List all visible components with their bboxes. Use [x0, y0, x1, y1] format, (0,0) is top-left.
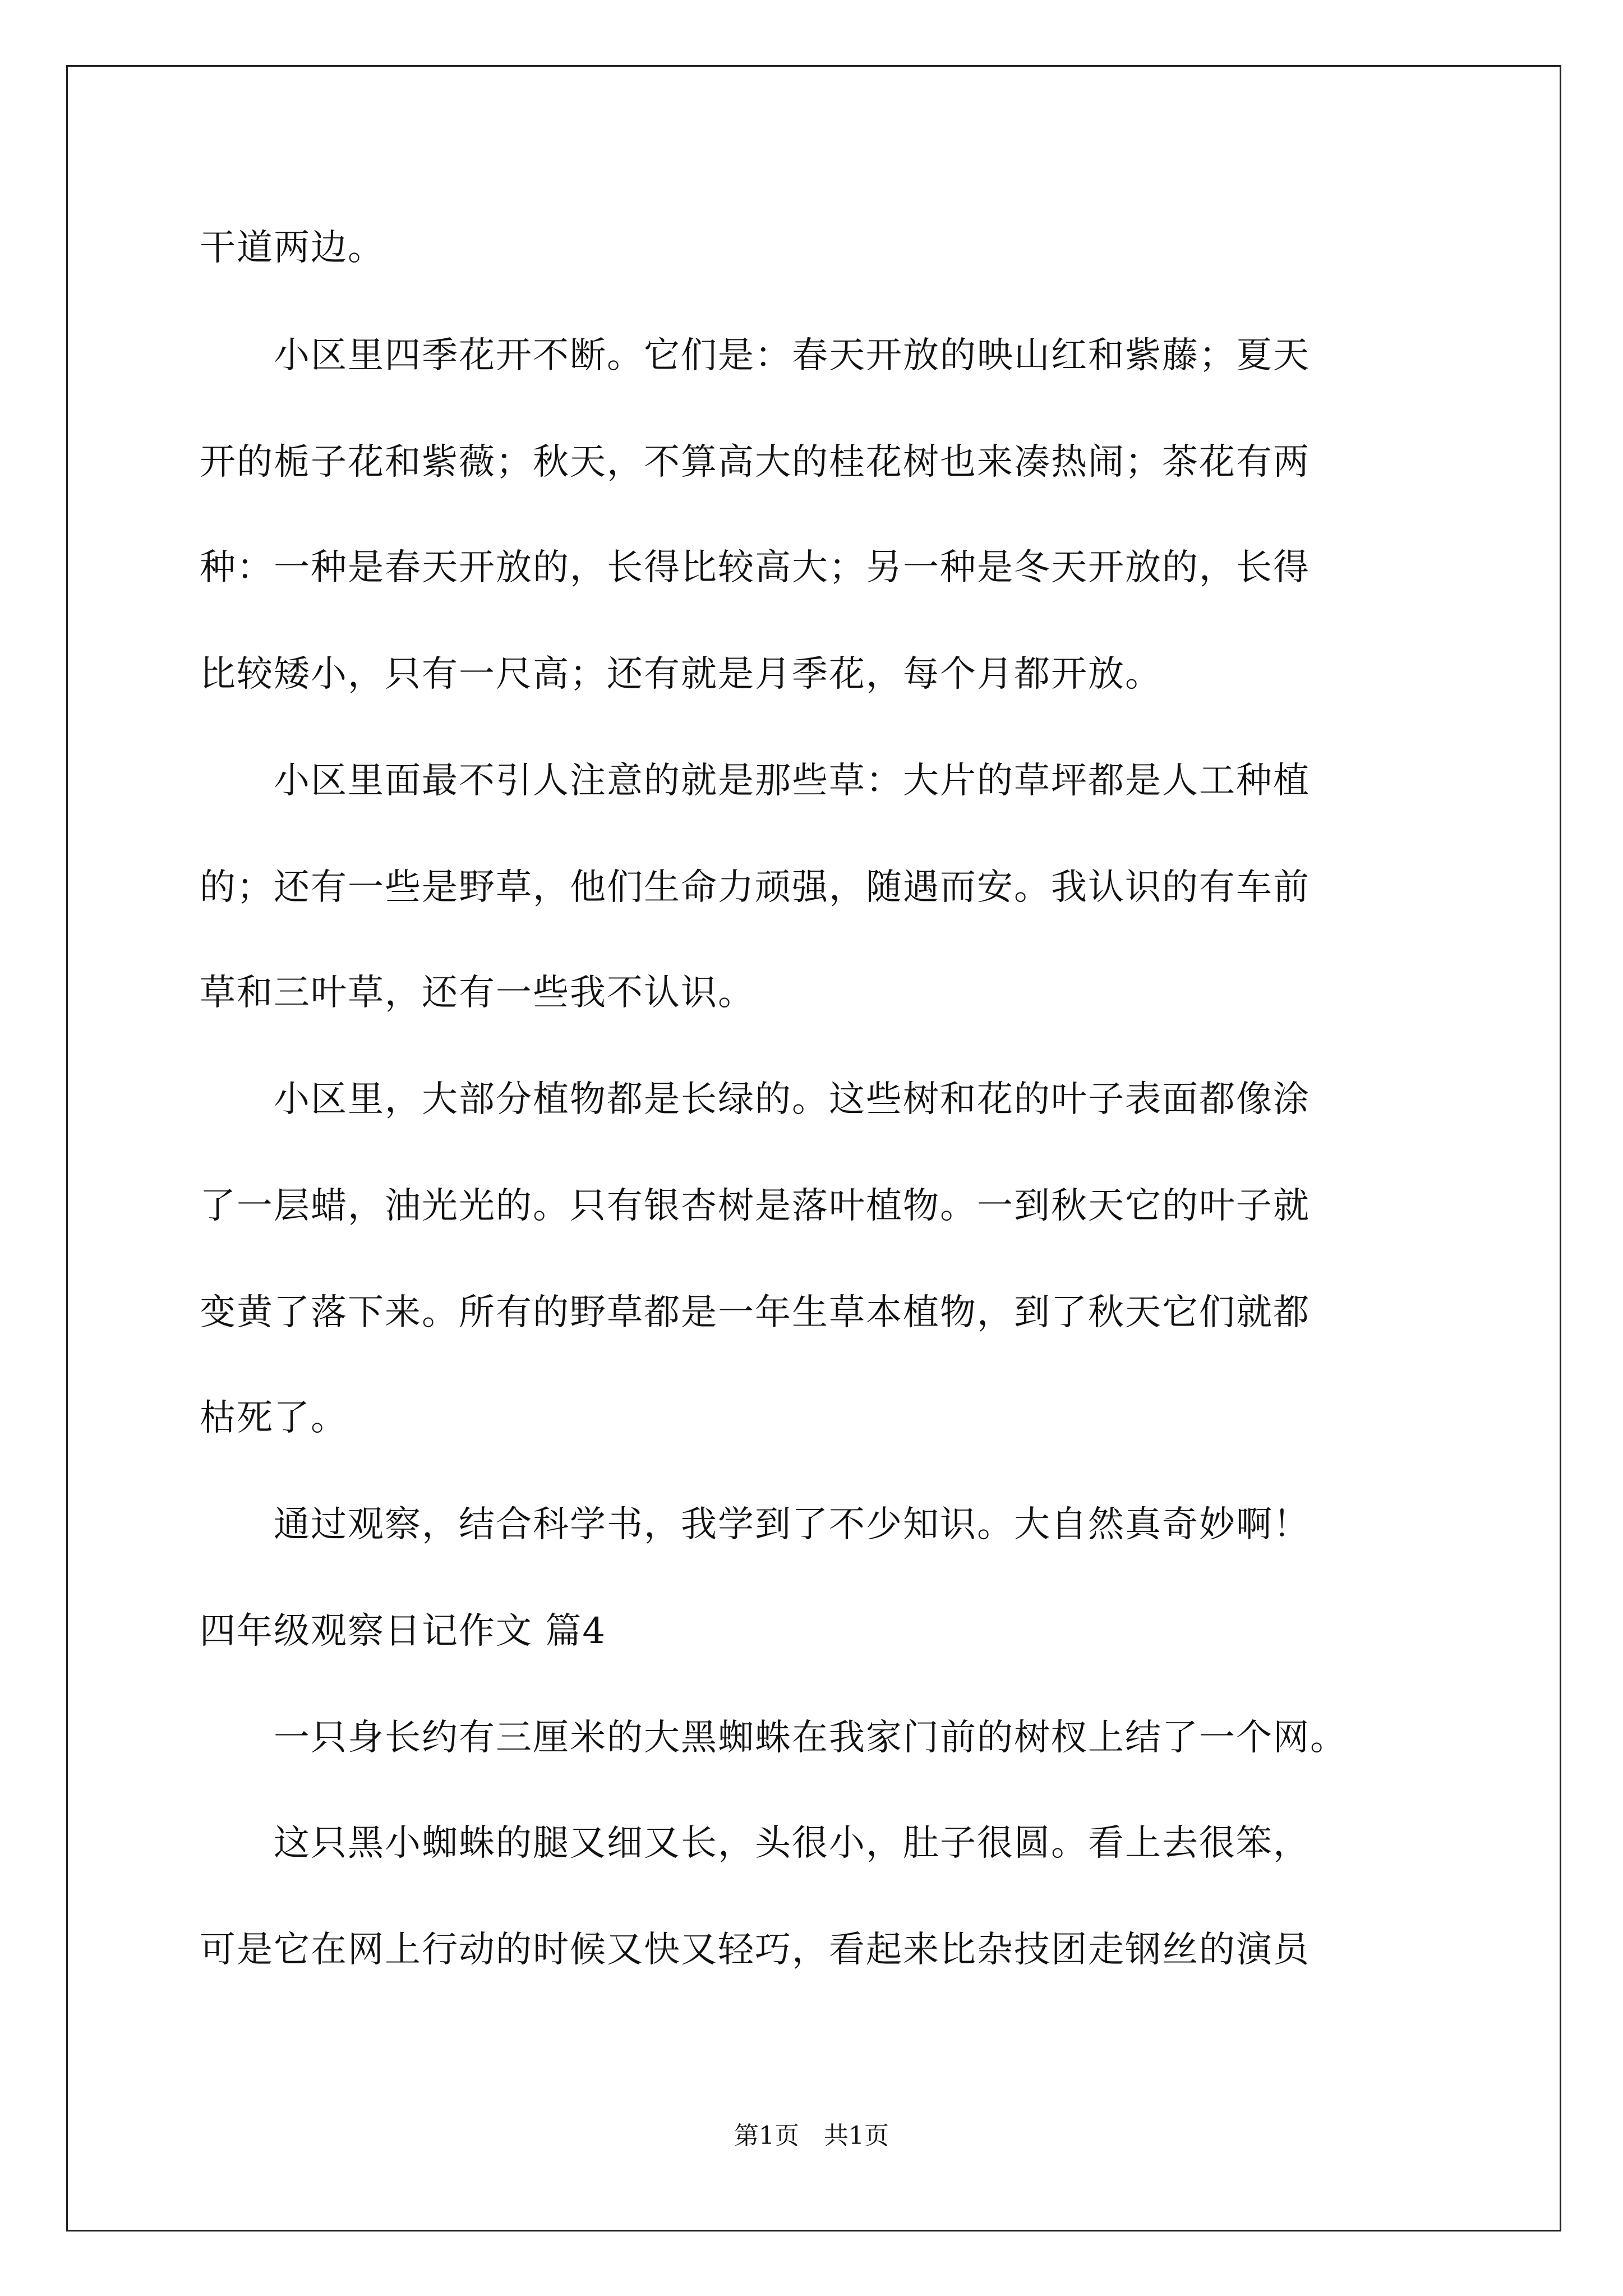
text-line: 小区里面最不引人注意的就是那些草：大片的草坪都是人工种植 — [200, 760, 1310, 802]
text-line: 种：一种是春天开放的，长得比较高大；另一种是冬天开放的，长得 — [200, 547, 1310, 588]
text-line: 一只身长约有三厘米的大黑蜘蛛在我家门前的树杈上结了一个网。 — [200, 1717, 1347, 1759]
text-line: 小区里，大部分植物都是长绿的。这些树和花的叶子表面都像涂 — [200, 1079, 1310, 1120]
text-line: 了一层蜡，油光光的。只有银杏树是落叶植物。一到秋天它的叶子就 — [200, 1185, 1310, 1227]
page-border — [66, 65, 1561, 2231]
text-line: 变黄了落下来。所有的野草都是一年生草本植物，到了秋天它们就都 — [200, 1292, 1310, 1333]
text-line: 小区里四季花开不断。它们是：春天开放的映山红和紫藤；夏天 — [200, 335, 1310, 376]
text-line: 的；还有一些是野草，他们生命力顽强，随遇而安。我认识的有车前 — [200, 867, 1310, 908]
text-line: 这只黑小蜘蛛的腿又细又长，头很小，肚子很圆。看上去很笨， — [200, 1823, 1310, 1864]
text-line: 草和三叶草，还有一些我不认识。 — [200, 972, 755, 1014]
text-line: 开的栀子花和紫薇；秋天，不算高大的桂花树也来凑热闹；茶花有两 — [200, 441, 1310, 483]
text-line: 比较矮小，只有一尺高；还有就是月季花，每个月都开放。 — [200, 654, 1162, 695]
page-number: 第1页 共1页 — [734, 2122, 889, 2150]
text-line: 通过观察，结合科学书，我学到了不少知识。大自然真奇妙啊！ — [200, 1504, 1310, 1545]
text-line: 可是它在网上行动的时候又快又轻巧，看起来比杂技团走钢丝的演员 — [200, 1929, 1310, 1971]
text-line: 枯死了。 — [200, 1397, 348, 1439]
section-heading: 四年级观察日记作文 篇4 — [200, 1611, 607, 1652]
text-line: 干道两边。 — [200, 227, 385, 269]
